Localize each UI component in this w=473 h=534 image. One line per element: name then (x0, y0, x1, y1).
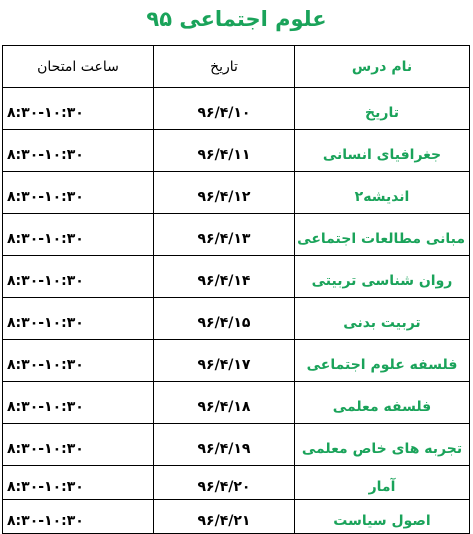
table-row (3, 214, 470, 256)
table-row (3, 298, 470, 340)
course-name: روان شناسی تربیتی (311, 272, 453, 289)
course-name: اصول سیاست (333, 512, 431, 529)
column-header-course: نام درس (295, 46, 470, 88)
course-name: آمار (368, 478, 396, 495)
table-row (3, 172, 470, 214)
time-cell (3, 214, 154, 256)
page-title: علوم اجتماعی ۹۵ (146, 7, 327, 31)
date-cell (154, 340, 295, 382)
exam-date: ۹۶/۴/۱۱ (197, 146, 251, 163)
time-cell (3, 130, 154, 172)
exam-time: ۸:۳۰-۱۰:۳۰ (7, 478, 84, 495)
table-row (3, 340, 470, 382)
course-cell (295, 172, 470, 214)
table-row (3, 88, 470, 130)
course-cell (295, 424, 470, 466)
time-cell (3, 172, 154, 214)
exam-date: ۹۶/۴/۱۲ (197, 188, 251, 205)
table-row (3, 466, 470, 500)
course-name: اندیشه۲ (354, 188, 410, 205)
table-header (3, 46, 470, 88)
course-name: مبانی مطالعات اجتماعی (297, 230, 465, 247)
exam-time: ۸:۳۰-۱۰:۳۰ (7, 440, 84, 457)
exam-time: ۸:۳۰-۱۰:۳۰ (7, 104, 84, 121)
time-cell (3, 256, 154, 298)
header-row (3, 46, 470, 88)
exam-time: ۸:۳۰-۱۰:۳۰ (7, 356, 84, 373)
date-cell (154, 298, 295, 340)
course-name: تاریخ (365, 104, 399, 121)
column-header-time: ساعت امتحان (3, 46, 154, 88)
date-cell (154, 130, 295, 172)
exam-date: ۹۶/۴/۲۱ (197, 512, 251, 529)
exam-date: ۹۶/۴/۱۸ (197, 398, 251, 415)
course-name: تربیت بدنی (343, 314, 421, 331)
course-cell (295, 466, 470, 500)
date-cell (154, 424, 295, 466)
course-name: فلسفه معلمی (332, 398, 432, 415)
time-cell (3, 500, 154, 534)
table-row (3, 424, 470, 466)
table-row (3, 256, 470, 298)
exam-date: ۹۶/۴/۱۴ (197, 272, 251, 289)
date-cell (154, 466, 295, 500)
date-cell (154, 172, 295, 214)
table-row (3, 130, 470, 172)
exam-time: ۸:۳۰-۱۰:۳۰ (7, 230, 84, 247)
date-cell (154, 500, 295, 534)
exam-time: ۸:۳۰-۱۰:۳۰ (7, 188, 84, 205)
exam-time: ۸:۳۰-۱۰:۳۰ (7, 512, 84, 529)
table-body (3, 88, 470, 534)
course-cell (295, 500, 470, 534)
course-cell (295, 382, 470, 424)
date-cell (154, 214, 295, 256)
time-cell (3, 298, 154, 340)
course-name: جغرافیای انسانی (322, 146, 442, 163)
exam-time: ۸:۳۰-۱۰:۳۰ (7, 146, 84, 163)
exam-date: ۹۶/۴/۱۵ (197, 314, 251, 331)
table-row (3, 500, 470, 534)
course-name: فلسفه علوم اجتماعی (306, 356, 458, 373)
course-cell (295, 340, 470, 382)
exam-schedule-table (2, 45, 470, 534)
course-cell (295, 298, 470, 340)
course-cell (295, 130, 470, 172)
time-cell (3, 424, 154, 466)
exam-date: ۹۶/۴/۱۹ (197, 440, 251, 457)
exam-time: ۸:۳۰-۱۰:۳۰ (7, 314, 84, 331)
exam-date: ۹۶/۴/۲۰ (197, 478, 251, 495)
course-cell (295, 214, 470, 256)
time-cell (3, 466, 154, 500)
time-cell (3, 88, 154, 130)
time-cell (3, 382, 154, 424)
column-header-date: تاریخ (154, 46, 295, 88)
course-cell (295, 256, 470, 298)
exam-date: ۹۶/۴/۱۳ (197, 230, 251, 247)
date-cell (154, 88, 295, 130)
time-cell (3, 340, 154, 382)
date-cell (154, 256, 295, 298)
exam-time: ۸:۳۰-۱۰:۳۰ (7, 398, 84, 415)
course-cell (295, 88, 470, 130)
date-cell (154, 382, 295, 424)
table-row (3, 382, 470, 424)
exam-date: ۹۶/۴/۱۰ (197, 104, 251, 121)
exam-date: ۹۶/۴/۱۷ (197, 356, 251, 373)
course-name: تجربه های خاص معلمی (301, 440, 463, 457)
exam-time: ۸:۳۰-۱۰:۳۰ (7, 272, 84, 289)
